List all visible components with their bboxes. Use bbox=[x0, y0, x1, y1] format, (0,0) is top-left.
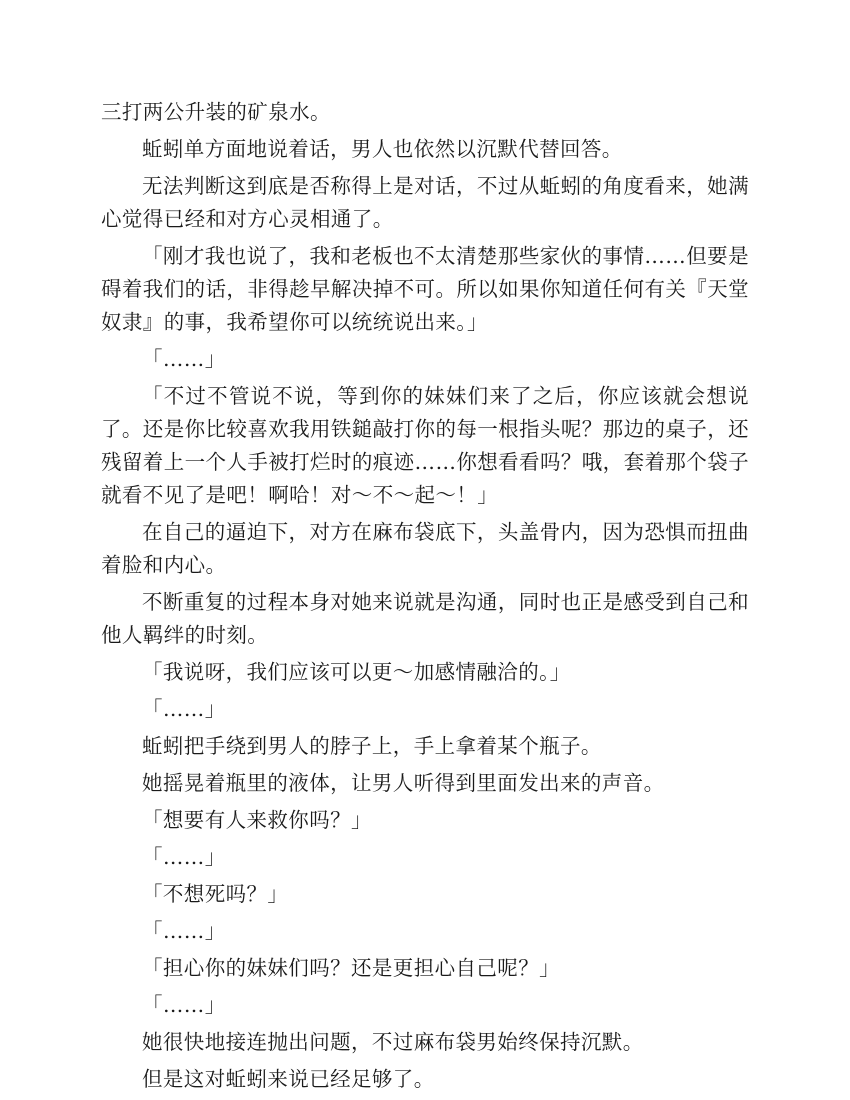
paragraph: 「不过不管说不说，等到你的妹妹们来了之后，你应该就会想说了。还是你比较喜欢我用铁鎚敲打你的每一根指头呢？那边的桌子，还残留着上一个人手被打烂时的痕迹……你想看看吗？哦，套着那个袋子就看不见了是吧！啊哈！对～不～起～！」 bbox=[101, 384, 749, 507]
paragraph: 「……」 bbox=[142, 919, 226, 943]
paragraph: 在自己的逼迫下，对方在麻布袋底下，头盖骨内，因为恐惧而扭曲着脸和内心。 bbox=[101, 520, 749, 577]
paragraph: 她很快地接连抛出问题，不过麻布袋男始终保持沉默。 bbox=[142, 1030, 644, 1054]
paragraph: 不断重复的过程本身对她来说就是沟通，同时也正是感受到自己和他人羁绊的时刻。 bbox=[101, 590, 749, 647]
paragraph: 「……」 bbox=[142, 993, 226, 1017]
paragraph: 无法判断这到底是否称得上是对话，不过从蚯蚓的角度看来，她满心觉得已经和对方心灵相通了。 bbox=[101, 174, 749, 231]
paragraph: 但是这对蚯蚓来说已经足够了。 bbox=[142, 1067, 435, 1091]
paragraph: 「……」 bbox=[142, 845, 226, 869]
paragraph: 蚯蚓把手绕到男人的脖子上，手上拿着某个瓶子。 bbox=[142, 734, 602, 758]
body-text bbox=[101, 96, 749, 1096]
paragraph: 「刚才我也说了，我和老板也不太清楚那些家伙的事情……但要是碍着我们的话，非得趁早解决掉不可。所以如果你知道任何有关『天堂奴隶』的事，我希望你可以统统说出来。」 bbox=[101, 244, 749, 334]
paragraph: 蚯蚓单方面地说着话，男人也依然以沉默代替回答。 bbox=[142, 137, 623, 161]
paragraph: 三打两公升装的矿泉水。 bbox=[101, 100, 331, 124]
paragraph: 「……」 bbox=[142, 697, 226, 721]
paragraph: 「担心你的妹妹们吗？还是更担心自己呢？」 bbox=[142, 956, 560, 980]
paragraph: 「想要有人来救你吗？」 bbox=[142, 808, 372, 832]
paragraph: 她摇晃着瓶里的液体，让男人听得到里面发出来的声音。 bbox=[142, 771, 665, 795]
paragraph: 「不想死吗？」 bbox=[142, 882, 289, 906]
paragraph: 「我说呀，我们应该可以更～加感情融洽的。」 bbox=[142, 660, 571, 684]
paragraph: 「……」 bbox=[142, 347, 226, 371]
